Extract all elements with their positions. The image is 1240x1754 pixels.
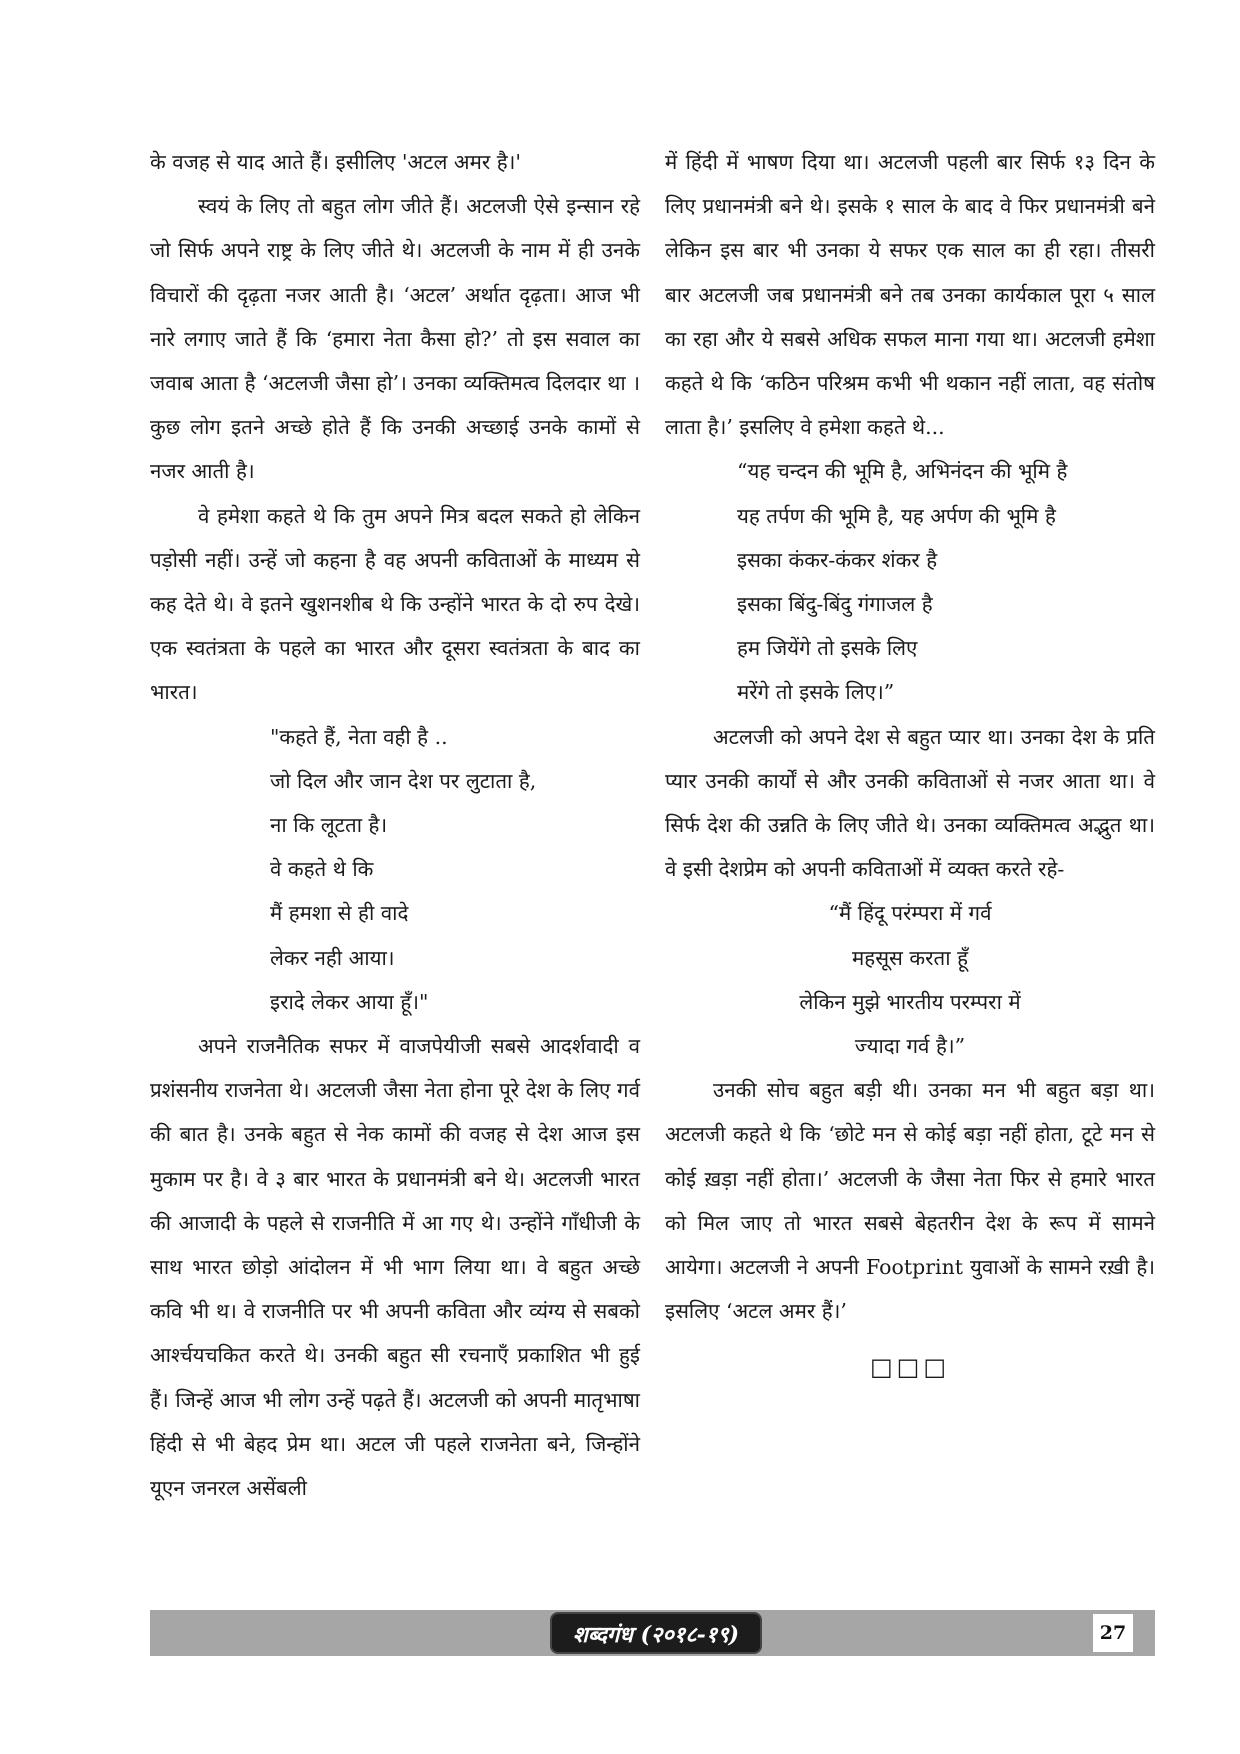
- paragraph: उनकी सोच बहुत बड़ी थी। उनका मन भी बहुत बड़ा था। अटलजी कहते थे कि ‘छोटे मन से कोई बड़ा नहीं होता, टूटे मन से कोई ख़ड़ा नहीं होता।’ अटलजी के जैसा नेता फिर से हमारे भारत को मिल जाए तो भारत सबसे बेहतरीन देश के रूप में सामने आयेगा। अटलजी ने अपनी Footprint युवाओं के सामने रख़ी है। इसलिए ‘अटल अमर हैं।’: [665, 1078, 1155, 1324]
- poem-line: महसूस करता हूँ: [852, 945, 968, 970]
- paragraph: में हिंदी में भाषण दिया था। अटलजी पहली बार सिर्फ १३ दिन के लिए प्रधानमंत्री बने थे। इसके १ साल के बाद वे फिर प्रधानमंत्री बने लेकिन इस बार भी उनका ये सफर एक साल का ही रहा। तीसरी बार अटलजी जब प्रधानमंत्री बने तब उनका कार्यकाल पूरा ५ साल का रहा और ये सबसे अधिक सफल माना गया था। अटलजी हमेशा कहते थे कि ‘कठिन परिश्रम कभी भी थकान नहीं लाता, वह संतोष लाता है।’ इसलिए वे हमेशा कहते थे...: [665, 150, 1155, 440]
- paragraph: अपने राजनैतिक सफर में वाजपेयीजी सबसे आदर्शवादी व प्रशंसनीय राजनेता थे। अटलजी जैसा नेता होना पूरे देश के लिए गर्व की बात है। उनके बहुत से नेक कामों की वजह से देश आज इस मुकाम पर है। वे ३ बार भारत के प्रधानमंत्री बने थे। अटलजी भारत की आजादी के पहले से राजनीति में आ गए थे। उन्होंने गाँधीजी के साथ भारत छोड़ो आंदोलन में भी भाग लिया था। वे बहुत अच्छे कवि भी थ। वे राजनीति पर भी अपनी कविता और व्यंग्य से सबको आर्श्चयचकित करते थे। उनकी बहुत सी रचनाएँ प्रकाशित भी हुई हैं। जिन्हें आज भी लोग उन्हें पढ़ते हैं। अटलजी को अपनी मातृभाषा हिंदी से भी बेहद प्रेम था। अटल जी पहले राजनेता बने, जिन्होंने यूएन जनरल असेंबली: [150, 1034, 640, 1501]
- page-number: 27: [1093, 1614, 1133, 1652]
- page-footer: [150, 1610, 1155, 1656]
- poem-line: ना कि लूटता है।: [270, 813, 388, 838]
- poem-block: [665, 891, 1155, 1068]
- section-end-mark: □□□: [869, 1353, 951, 1382]
- poem-line: इसका बिंदु-बिंदु गंगाजल है: [737, 592, 933, 617]
- poem-line: लेकिन मुझे भारतीय परम्परा में: [799, 989, 1021, 1014]
- poem-block: [150, 715, 640, 1024]
- poem-line: "कहते हैं, नेता वही है ..: [270, 724, 448, 749]
- poem-block: [665, 449, 1155, 714]
- poem-line: “यह चन्दन की भूमि है, अभिनंदन की भूमि है: [737, 459, 1068, 484]
- poem-line: वे कहते थे कि: [270, 857, 374, 882]
- left-column: [150, 140, 640, 1510]
- right-column: [665, 140, 1155, 1389]
- poem-line: इरादे लेकर आया हूँ।": [270, 989, 429, 1014]
- poem-line: मैं हमशा से ही वादे: [270, 901, 409, 926]
- paragraph: अटलजी को अपने देश से बहुत प्यार था। उनका देश के प्रति प्यार उनकी कार्यों से और उनकी कविताओं से नजर आता था। वे सिर्फ देश की उन्नति के लिए जीते थे। उनका व्यक्तिमत्व अद्भुत था। वे इसी देशप्रेम को अपनी कविताओं में व्यक्त करते रहे-: [665, 724, 1155, 882]
- paragraph: स्वयं के लिए तो बहुत लोग जीते हैं। अटलजी ऐसे इन्सान रहे जो सिर्फ अपने राष्ट्र के लिए जीते थे। अटलजी के नाम में ही उनके विचारों की दृढ़ता नजर आती है। ‘अटल’ अर्थात दृढ़ता। आज भी नारे लगाए जाते हैं कि ‘हमारा नेता कैसा हो?’ तो इस सवाल का जवाब आता है ‘अटलजी जैसा हो’। उनका व्यक्तिमत्व दिलदार था । कुछ लोग इतने अच्छे होते हैं कि उनकी अच्छाई उनके कामों से नजर आती है।: [150, 194, 640, 484]
- magazine-title: शब्दगंध (२०१८-१९): [550, 1612, 762, 1654]
- poem-line: इसका कंकर-कंकर शंकर है: [737, 547, 938, 572]
- poem-line: यह तर्पण की भूमि है, यह अर्पण की भूमि है: [737, 503, 1056, 528]
- paragraph: के वजह से याद आते हैं। इसीलिए 'अटल अमर है।': [150, 150, 522, 174]
- poem-line: “मैं हिंदू परंम्परा में गर्व: [828, 901, 992, 926]
- poem-line: लेकर नही आया।: [270, 945, 395, 970]
- poem-line: ज्यादा गर्व है।”: [854, 1034, 966, 1059]
- poem-line: जो दिल और जान देश पर लुटाता है,: [270, 768, 537, 793]
- poem-line: हम जियेंगे तो इसके लिए: [737, 636, 918, 661]
- paragraph: वे हमेशा कहते थे कि तुम अपने मित्र बदल सकते हो लेकिन पड़ोसी नहीं। उन्हें जो कहना है वह अपनी कविताओं के माध्यम से कह देते थे। वे इतने खुशनशीब थे कि उन्होंने भारत के दो रुप देखे। एक स्वतंत्रता के पहले का भारत और दूसरा स्वतंत्रता के बाद का भारत।: [150, 503, 640, 705]
- poem-line: मरेंगे तो इसके लिए।”: [737, 680, 895, 705]
